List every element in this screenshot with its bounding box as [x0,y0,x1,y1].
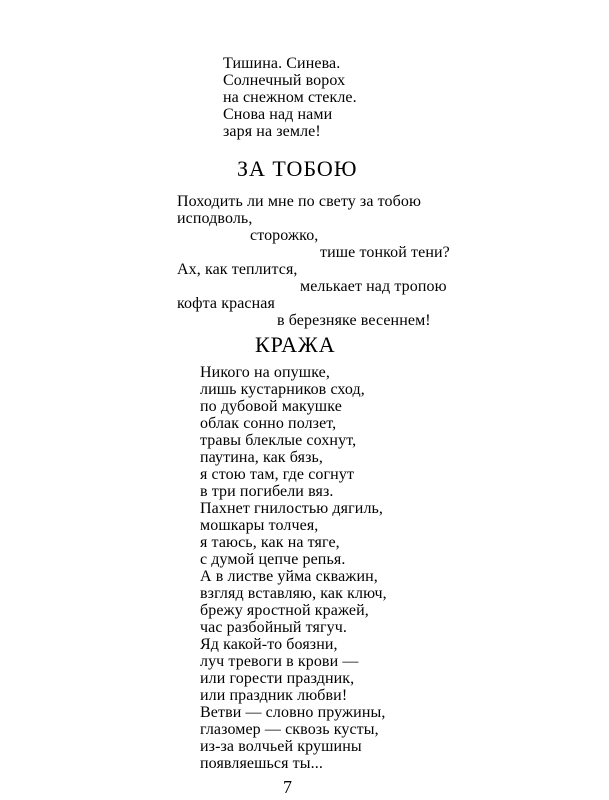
verse-line: Пахнет гнилостью дягиль, [200,500,384,517]
verse-line: исподволь, [177,210,253,227]
verse-line: сторожко, [250,227,319,244]
verse-line: час разбойный тягуч. [200,619,347,636]
page-number: 7 [283,777,292,797]
verse-line: заря на земле! [223,123,321,140]
verse-line: глазомер — сквозь кусты, [200,721,379,738]
verse-line: облак сонно ползет, [200,415,337,432]
verse-line: Ветви — словно пружины, [200,704,386,721]
verse-line: травы блеклые сохнут, [200,432,357,449]
verse-line: Ах, как теплится, [177,261,298,278]
verse-line: брежу яростной кражей, [200,602,369,619]
verse-line: или горести праздник, [200,670,355,687]
verse-line: или праздник любви! [200,687,348,704]
verse-line: в березняке весеннем! [277,312,431,329]
verse-line: тише тонкой тени? [320,244,450,261]
verse-line: А в листве уйма скважин, [200,568,378,585]
verse-line: мошкары толчея, [200,517,319,534]
verse-line: Никого на опушке, [200,364,330,381]
verse-line: из-за волчьей крушины [200,738,362,755]
verse-line: Солнечный ворох [223,72,346,89]
verse-line: я стою там, где согнут [200,466,355,483]
verse-line: лишь кустарников сход, [200,381,365,398]
verse-line: на снежном стекле. [223,89,357,106]
verse-line: по дубовой макушке [200,398,342,415]
poem-title-za-toboyu: ЗА ТОБОЮ [237,156,358,181]
verse-line: появляешься ты... [200,755,323,772]
verse-line: Снова над нами [223,106,333,123]
verse-line: мелькает над тропою [300,278,447,295]
verse-line: кофта красная [177,295,275,312]
verse-line: с думой цепче репья. [200,551,346,568]
verse-line: луч тревоги в крови — [200,653,359,670]
verse-line: Походить ли мне по свету за тобою [177,193,422,210]
verse-line: Тишина. Синева. [223,55,341,72]
verse-line: в три погибели вяз. [200,483,334,500]
verse-line: взгляд вставляю, как ключ, [200,585,387,602]
verse-line: Яд какой-то боязни, [200,636,338,653]
verse-line: паутина, как бязь, [200,449,323,466]
verse-line: я таюсь, как на тяге, [200,534,340,551]
poem-title-krazha: КРАЖА [255,332,336,357]
